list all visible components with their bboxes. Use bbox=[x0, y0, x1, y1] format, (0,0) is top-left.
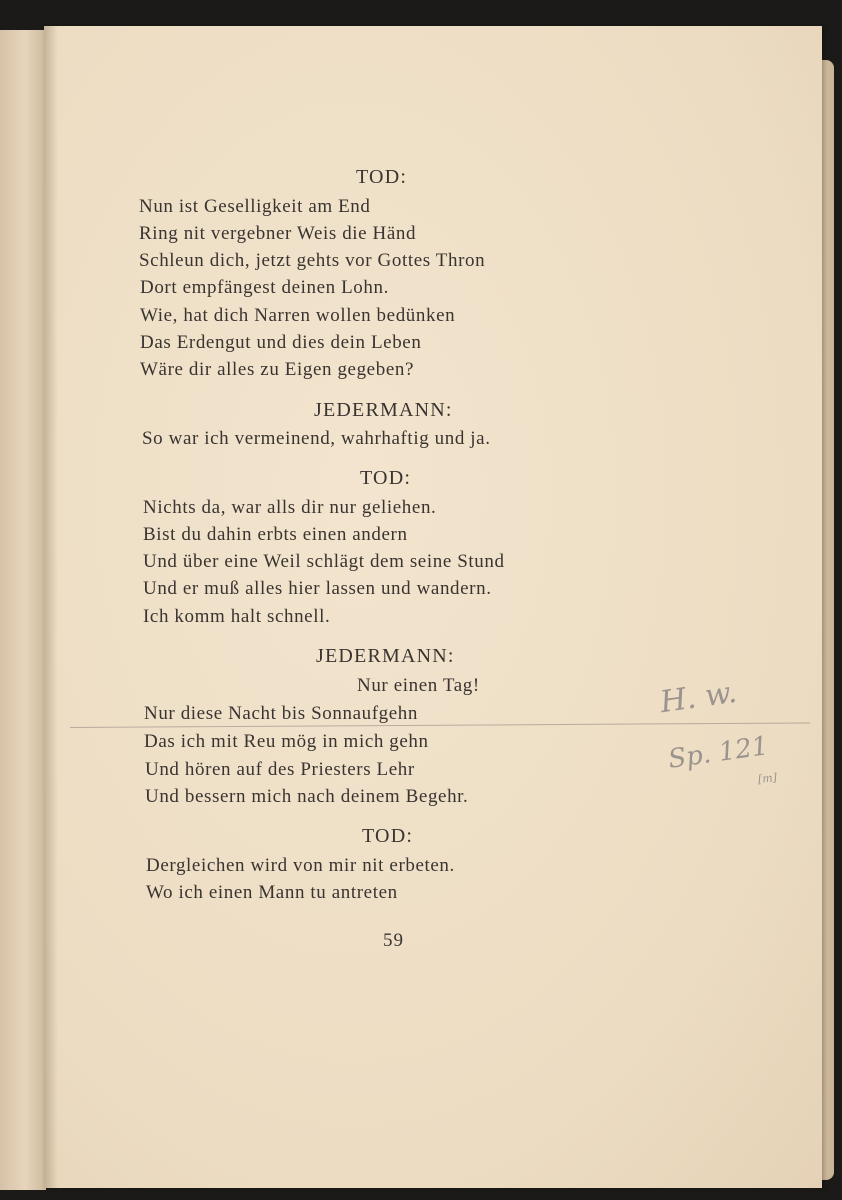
pencil-annotation: H. w. bbox=[657, 674, 739, 721]
pencil-annotation: Sp. 121 bbox=[666, 731, 771, 775]
verse-line: Nur diese Nacht bis Sonnaufgehn bbox=[144, 703, 418, 724]
verse-line: Und hören auf des Priesters Lehr bbox=[145, 759, 415, 780]
verse-line: Dort empfängest deinen Lohn. bbox=[140, 277, 389, 298]
verse-line: So war ich vermeinend, wahrhaftig und ja. bbox=[142, 428, 491, 449]
page-number: 59 bbox=[383, 930, 404, 951]
pencil-annotation: [m] bbox=[757, 771, 778, 786]
verse-line: Nichts da, war alls dir nur geliehen. bbox=[143, 497, 437, 518]
verse-line: Und über eine Weil schlägt dem seine Stund bbox=[143, 551, 505, 572]
verse-line: Das Erdengut und dies dein Leben bbox=[140, 332, 422, 353]
verse-line: Nur einen Tag! bbox=[357, 675, 480, 696]
speaker-heading: TOD: bbox=[362, 825, 414, 847]
verse-line: Und bessern mich nach deinem Begehr. bbox=[145, 786, 469, 807]
verse-line: Bist du dahin erbts einen andern bbox=[143, 524, 408, 545]
speaker-heading: TOD: bbox=[360, 467, 412, 489]
speaker-heading: JEDERMANN: bbox=[316, 645, 455, 667]
verse-line: Das ich mit Reu mög in mich gehn bbox=[144, 731, 429, 752]
verse-line: Und er muß alles hier lassen und wandern. bbox=[143, 578, 492, 599]
verse-line: Schleun dich, jetzt gehts vor Gottes Thron bbox=[139, 250, 486, 271]
verse-line: Wäre dir alles zu Eigen gegeben? bbox=[140, 359, 414, 380]
verse-line: Wo ich einen Mann tu antreten bbox=[146, 882, 398, 903]
verse-line: Wie, hat dich Narren wollen bedünken bbox=[140, 305, 456, 326]
verse-line: Ring nit vergebner Weis die Händ bbox=[139, 223, 417, 244]
speaker-heading: TOD: bbox=[356, 166, 408, 188]
verse-line: Nun ist Geselligkeit am End bbox=[139, 196, 371, 217]
verse-line: Ich komm halt schnell. bbox=[143, 606, 331, 627]
verse-line: Dergleichen wird von mir nit erbeten. bbox=[146, 855, 455, 876]
page-gutter bbox=[44, 26, 58, 1188]
speaker-heading: JEDERMANN: bbox=[314, 399, 453, 421]
facing-page-edge bbox=[0, 30, 46, 1190]
